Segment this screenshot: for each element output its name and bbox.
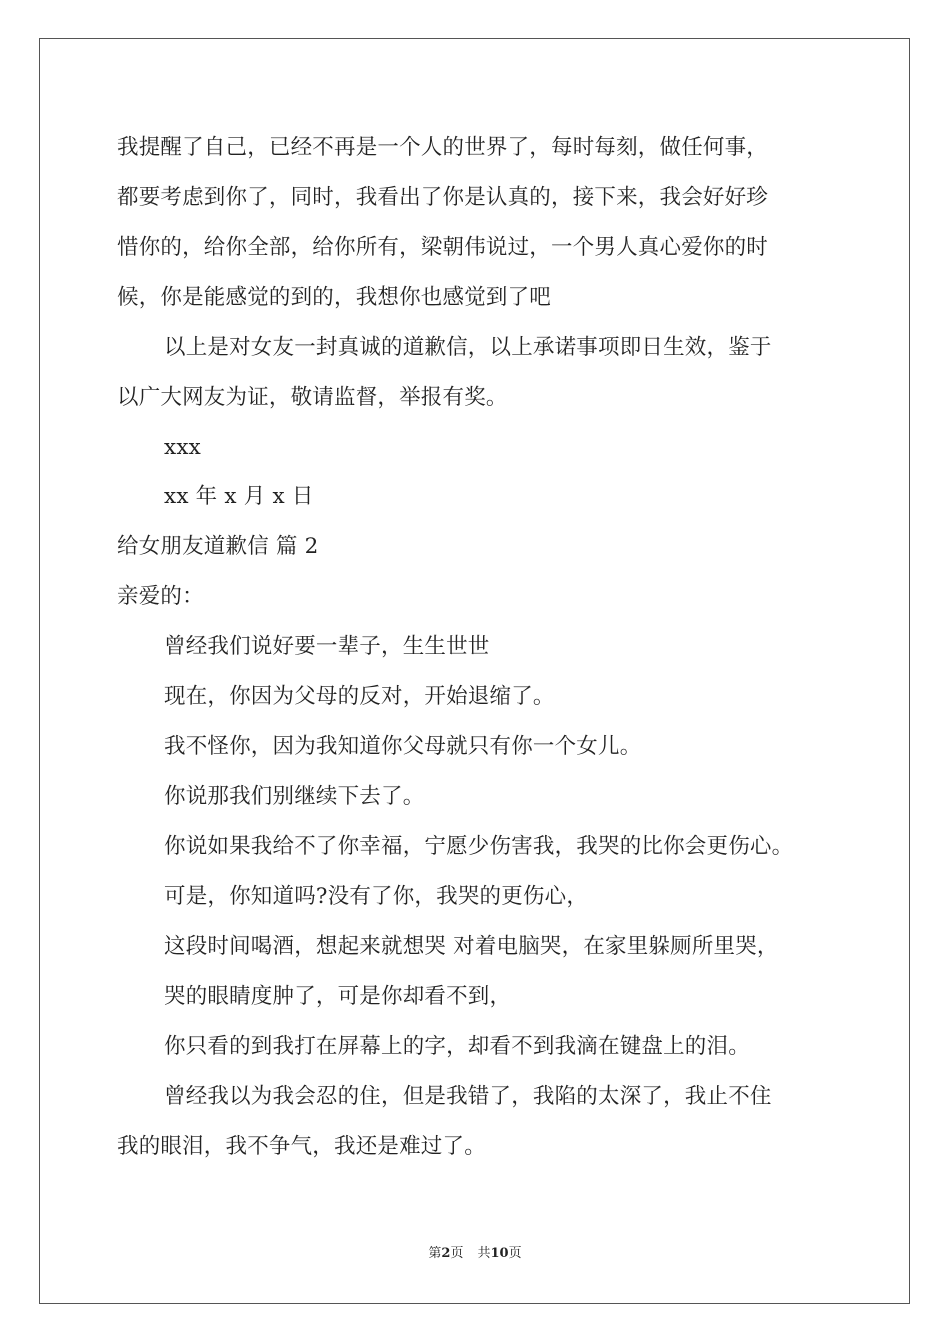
paragraph-line: 都要考虑到你了，同时，我看出了你是认真的，接下来，我会好好珍 xyxy=(117,185,769,210)
total-count: 10 xyxy=(490,1246,509,1261)
page-current: 2 xyxy=(441,1246,451,1261)
salutation: 亲爱的： xyxy=(117,584,204,609)
paragraph-line: 你说如果我给不了你幸福，宁愿少伤害我，我哭的比你会更伤心。 xyxy=(164,834,794,859)
page-total xyxy=(477,1246,521,1261)
paragraph-line: 可是，你知道吗?没有了你，我哭的更伤心， xyxy=(164,884,589,909)
paragraph-line: 以广大网友为证，敬请监督，举报有奖。 xyxy=(117,385,508,410)
paragraph-line: 惜你的，给你全部，给你所有，梁朝伟说过，一个男人真心爱你的时 xyxy=(117,235,769,260)
paragraph-line: 这段时间喝酒，想起来就想哭 对着电脑哭，在家里躲厕所里哭， xyxy=(164,934,779,959)
signature-name: xxx xyxy=(164,435,201,460)
paragraph-line: 我提醒了自己，已经不再是一个人的世界了，每时每刻，做任何事， xyxy=(117,135,769,160)
signature-date: xx 年 x 月 x 日 xyxy=(164,484,314,509)
page-border xyxy=(39,38,910,1304)
paragraph-line: 现在，你因为父母的反对，开始退缩了。 xyxy=(164,684,555,709)
page-suffix: 页 xyxy=(450,1246,464,1261)
total-suffix: 页 xyxy=(508,1246,522,1261)
paragraph-line: 你说那我们别继续下去了。 xyxy=(164,784,425,809)
total-prefix: 共 xyxy=(477,1246,491,1261)
page-number xyxy=(428,1246,463,1261)
paragraph-line: 以上是对女友一封真诚的道歉信，以上承诺事项即日生效，鉴于 xyxy=(164,335,772,360)
paragraph-line: 哭的眼睛度肿了，可是你却看不到， xyxy=(164,984,512,1009)
page-footer xyxy=(0,1245,950,1263)
paragraph-line: 曾经我以为我会忍的住，但是我错了，我陷的太深了，我止不住 xyxy=(164,1084,772,1109)
paragraph-line: 我不怪你，因为我知道你父母就只有你一个女儿。 xyxy=(164,734,642,759)
page-prefix: 第 xyxy=(428,1246,442,1261)
paragraph-line: 曾经我们说好要一辈子，生生世世 xyxy=(164,634,490,659)
paragraph-line: 你只看的到我打在屏幕上的字，却看不到我滴在键盘上的泪。 xyxy=(164,1034,750,1059)
section-heading: 给女朋友道歉信 篇 2 xyxy=(117,534,319,559)
paragraph-line: 我的眼泪，我不争气，我还是难过了。 xyxy=(117,1134,486,1159)
paragraph-line: 候，你是能感觉的到的，我想你也感觉到了吧 xyxy=(117,285,552,310)
